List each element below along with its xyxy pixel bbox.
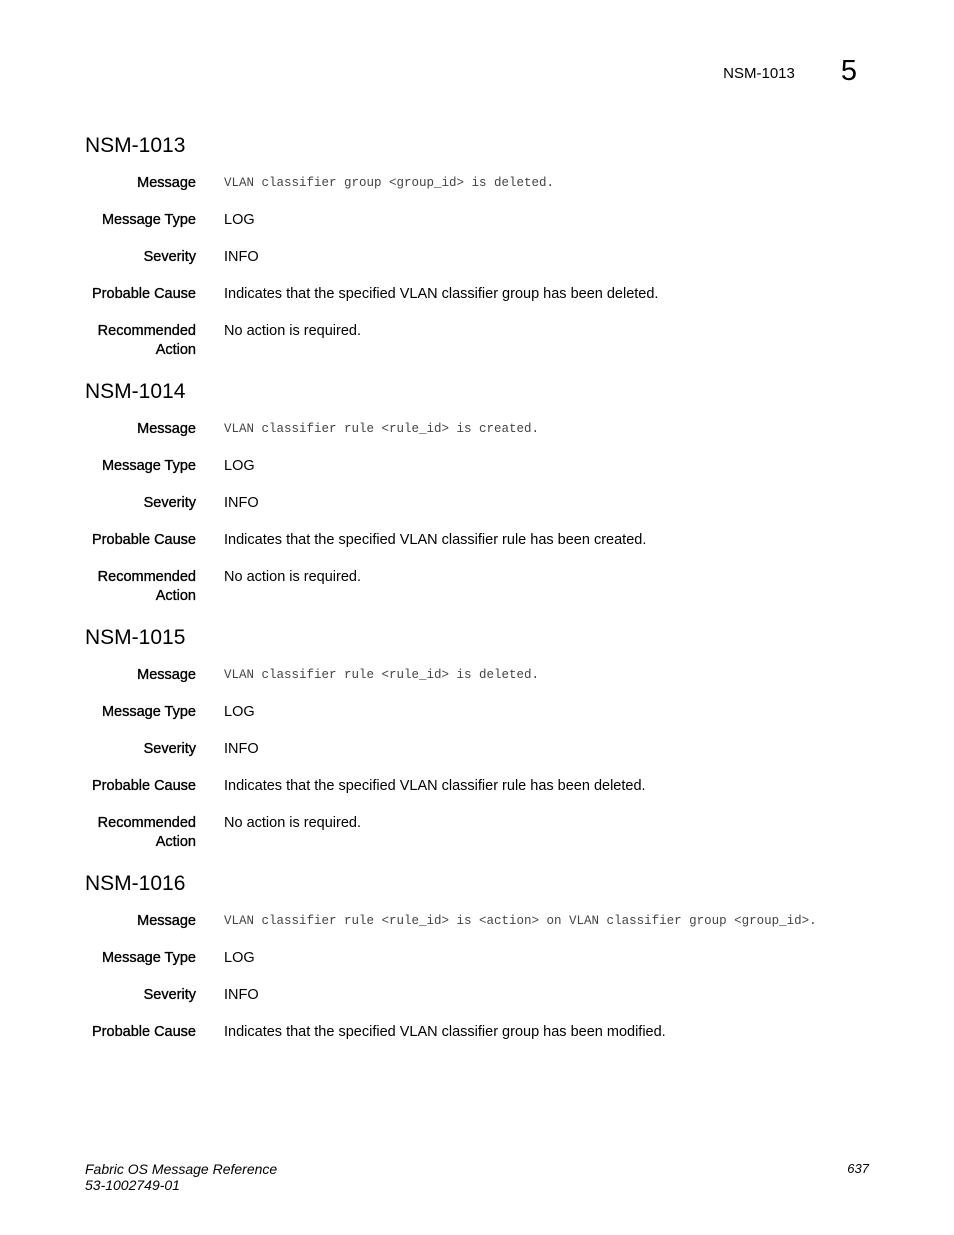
severity-value: INFO	[224, 987, 259, 1003]
recommended-label-line-2: Action	[155, 342, 196, 358]
recommended-label-line-2: Action	[155, 834, 196, 850]
severity-row	[0, 986, 954, 1005]
recommended-label-line-2: Action	[155, 588, 196, 604]
recommended-label-line-1: Recommended	[97, 323, 196, 339]
probable-cause-row	[0, 531, 954, 550]
message-type-row	[0, 703, 954, 722]
probable-cause-value: Indicates that the specified VLAN classifier group has been modified.	[224, 1024, 666, 1040]
severity-value: INFO	[224, 249, 259, 265]
message-section-nsm-1015	[0, 624, 954, 852]
message-text: VLAN classifier group <group_id> is deleted.	[224, 176, 555, 190]
recommended-action-value: No action is required.	[224, 815, 362, 831]
section-title: NSM-1015	[85, 626, 186, 649]
recommended-action-label	[0, 322, 196, 360]
severity-value: INFO	[224, 495, 259, 511]
message-label: Message	[137, 667, 196, 683]
probable-cause-value: Indicates that the specified VLAN classifier group has been deleted.	[224, 286, 659, 302]
running-header-title: NSM-1013	[723, 65, 795, 82]
recommended-action-label	[0, 814, 196, 852]
severity-label: Severity	[143, 987, 196, 1003]
message-type-row	[0, 457, 954, 476]
message-type-value: LOG	[224, 704, 255, 720]
severity-label: Severity	[143, 495, 196, 511]
page-content	[0, 132, 954, 1060]
probable-cause-label: Probable Cause	[92, 532, 196, 548]
chapter-number: 5	[840, 55, 857, 87]
probable-cause-row	[0, 777, 954, 796]
recommended-action-value: No action is required.	[224, 569, 362, 585]
probable-cause-row	[0, 285, 954, 304]
message-type-label: Message Type	[101, 950, 196, 966]
page-number: 637	[847, 1161, 869, 1176]
message-type-value: LOG	[224, 212, 255, 228]
probable-cause-label: Probable Cause	[92, 1024, 196, 1040]
severity-value: INFO	[224, 741, 259, 757]
message-row	[0, 912, 954, 931]
recommended-action-row	[0, 322, 954, 360]
severity-label: Severity	[143, 249, 196, 265]
recommended-action-row	[0, 568, 954, 606]
message-label: Message	[137, 175, 196, 191]
recommended-action-value: No action is required.	[224, 323, 362, 339]
message-text: VLAN classifier rule <rule_id> is created.	[224, 422, 540, 436]
message-type-value: LOG	[224, 458, 255, 474]
severity-row	[0, 740, 954, 759]
message-label: Message	[137, 421, 196, 437]
message-type-row	[0, 211, 954, 230]
message-section-nsm-1014	[0, 378, 954, 606]
severity-row	[0, 494, 954, 513]
recommended-action-label	[0, 568, 196, 606]
message-section-nsm-1013	[0, 132, 954, 360]
message-text: VLAN classifier rule <rule_id> is <action> on VLAN classifier group <group_id>.	[224, 914, 817, 928]
book-title: Fabric OS Message Reference	[85, 1161, 278, 1177]
message-label: Message	[137, 913, 196, 929]
message-row	[0, 420, 954, 439]
severity-row	[0, 248, 954, 267]
document-number: 53-1002749-01	[85, 1177, 180, 1193]
message-row	[0, 666, 954, 685]
page-footer-left	[85, 1161, 277, 1193]
message-type-value: LOG	[224, 950, 255, 966]
message-section-nsm-1016	[0, 870, 954, 1042]
section-title: NSM-1014	[85, 380, 186, 403]
message-text: VLAN classifier rule <rule_id> is deleted.	[224, 668, 540, 682]
running-header	[723, 55, 857, 87]
message-type-label: Message Type	[101, 212, 196, 228]
probable-cause-value: Indicates that the specified VLAN classifier rule has been created.	[224, 532, 647, 548]
severity-label: Severity	[143, 741, 196, 757]
message-type-label: Message Type	[101, 704, 196, 720]
probable-cause-label: Probable Cause	[92, 778, 196, 794]
recommended-action-row	[0, 814, 954, 852]
section-title: NSM-1013	[85, 134, 186, 157]
probable-cause-row	[0, 1023, 954, 1042]
probable-cause-label: Probable Cause	[92, 286, 196, 302]
recommended-label-line-1: Recommended	[97, 815, 196, 831]
recommended-label-line-1: Recommended	[97, 569, 196, 585]
message-type-label: Message Type	[101, 458, 196, 474]
message-type-row	[0, 949, 954, 968]
section-title: NSM-1016	[85, 872, 186, 895]
probable-cause-value: Indicates that the specified VLAN classifier rule has been deleted.	[224, 778, 646, 794]
message-row	[0, 174, 954, 193]
